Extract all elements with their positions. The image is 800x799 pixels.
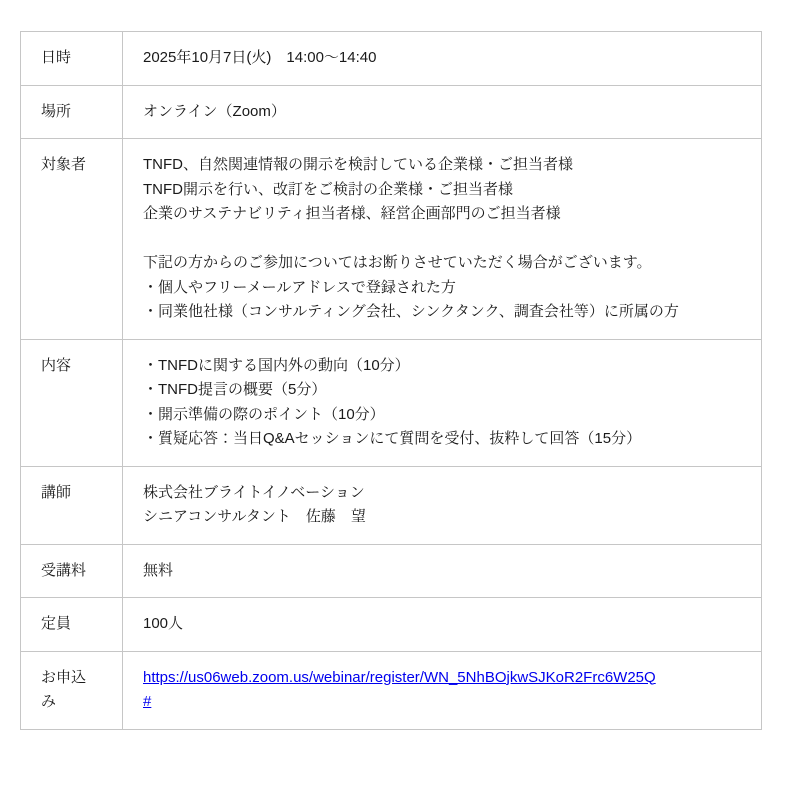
row-label: 内容: [21, 339, 123, 466]
row-location: [21, 85, 762, 139]
seminar-info-table: [20, 31, 762, 730]
row-audience: [21, 139, 762, 340]
row-text-line: ・TNFD提言の概要（5分）: [143, 381, 327, 398]
row-content: [123, 544, 762, 598]
row-content: [123, 651, 762, 729]
row-text-line-blank: [143, 227, 741, 252]
row-label: 受講料: [21, 544, 123, 598]
row-content: [123, 32, 762, 86]
row-content: [123, 466, 762, 544]
row-text-line: ・開示準備の際のポイント（10分）: [143, 405, 385, 423]
registration-link-line1: https://us06web.zoom.us/webinar/register/WN_5NhBOjkwSJKoR2Frc6W25Q: [143, 668, 656, 686]
row-datetime: [21, 32, 762, 86]
row-text-line: シニアコンサルタント 佐藤 望: [143, 508, 366, 525]
row-label: お申込み: [21, 651, 123, 729]
row-contents: [21, 339, 762, 466]
row-text-line: 100人: [143, 615, 184, 632]
row-text-line: 下記の方からのご参加についてはお断りさせていただく場合がございます。: [143, 254, 652, 271]
row-content: [123, 339, 762, 466]
row-text-line: 企業のサステナビリティ担当者様、経営企画部門のご担当者様: [143, 205, 561, 222]
row-registration: [21, 651, 762, 729]
row-fee: [21, 544, 762, 598]
row-text-line: 2025年10月7日(火) 14:00〜14:40: [143, 49, 377, 66]
row-text-line: ・同業他社様（コンサルティング会社、シンクタンク、調査会社等）に所属の方: [143, 303, 679, 320]
row-label: 講師: [21, 466, 123, 544]
row-content: [123, 598, 762, 652]
row-content: [123, 139, 762, 340]
row-text-line: ・質疑応答：当日Q&Aセッションにて質問を受付、抜粋して回答（15分）: [143, 430, 642, 447]
row-content: [123, 85, 762, 139]
row-text-line: オンライン（Zoom）: [143, 102, 286, 120]
row-label: 対象者: [21, 139, 123, 340]
row-text-line: ・個人やフリーメールアドレスで登録された方: [143, 278, 456, 296]
row-label: 日時: [21, 32, 123, 86]
row-capacity: [21, 598, 762, 652]
registration-link-line2: #: [143, 693, 152, 710]
row-label: 定員: [21, 598, 123, 652]
row-text-line: 無料: [143, 561, 174, 579]
row-text-line: TNFD開示を行い、改訂をご検討の企業様・ご担当者様: [143, 180, 513, 198]
row-text-line: ・TNFDに関する国内外の動向（10分）: [143, 356, 410, 374]
registration-link[interactable]: [143, 669, 656, 711]
row-text-line: 株式会社ブライトイノベーション: [143, 483, 365, 501]
row-lecturer: [21, 466, 762, 544]
row-text-line: TNFD、自然関連情報の開示を検討している企業様・ご担当者様: [143, 156, 573, 173]
row-label: 場所: [21, 85, 123, 139]
